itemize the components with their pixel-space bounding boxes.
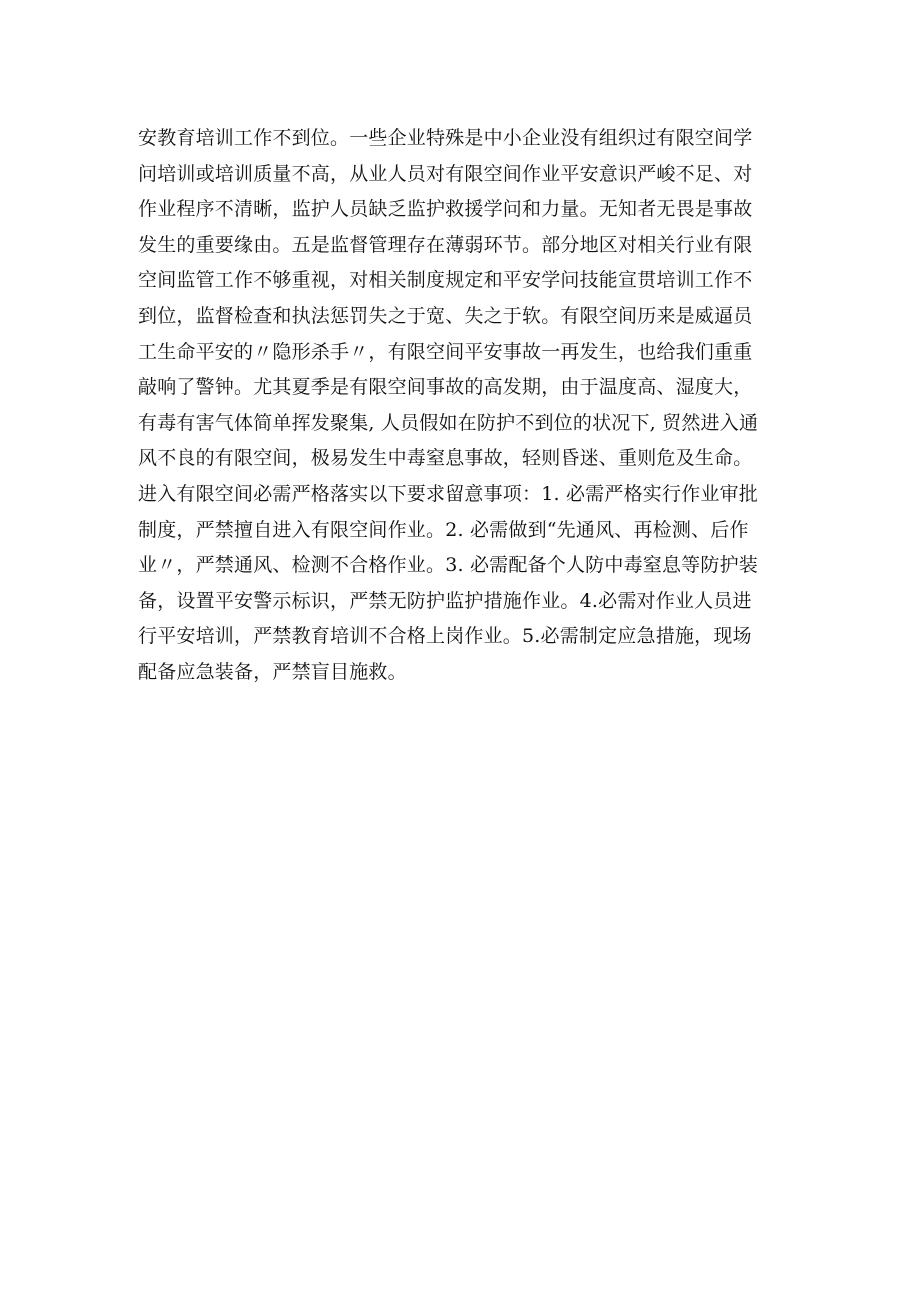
text-line: 发生的重要缘由。五是监督管理存在薄弱环节。部分地区对相关行业有限 [138,233,753,256]
text-line: 配备应急装备，严禁盲目施救。 [138,660,407,683]
text-line: 制度，严禁擅自进入有限空间作业。2. 必需做到“先通风、再检测、后作 [138,518,749,541]
body-text [138,121,798,691]
text-line: 工生命平安的〃隐形杀手〃，有限空间平安事故一再发生，也给我们重重 [138,340,753,363]
text-line: 到位，监督检查和执法惩罚失之于宽、失之于软。有限空间历来是威逼员 [138,304,753,327]
text-line: 问培训或培训质量不高，从业人员对有限空间作业平安意识严峻不足、对 [138,162,753,185]
text-line: 安教育培训工作不到位。一些企业特殊是中小企业没有组织过有限空间学 [138,127,753,149]
text-line: 空间监管工作不够重视，对相关制度规定和平安学问技能宣贯培训工作不 [138,269,753,292]
text-line: 作业程序不清晰，监护人员缺乏监护救援学问和力量。无知者无畏是事故 [138,198,753,221]
text-line: 敲响了警钟。尤其夏季是有限空间事故的高发期，由于温度高、湿度大， [138,376,753,399]
text-line: 备，设置平安警示标识，严禁无防护监护措施作业。4.必需对作业人员进 [138,589,752,612]
text-line: 业〃，严禁通风、检测不合格作业。3. 必需配备个人防中毒窒息等防护装 [138,554,758,577]
text-line: 行平安培训，严禁教育培训不合格上岗作业。5.必需制定应急措施，现场 [138,625,752,648]
text-line: 有毒有害气体简单挥发聚集, 人员假如在防护不到位的状况下, 贸然进入通 [138,411,759,434]
text-line: 风不良的有限空间，极易发生中毒窒息事故，轻则昏迷、重则危及生命。 [138,447,753,470]
text-line: 进入有限空间必需严格落实以下要求留意事项：1. 必需严格实行作业审批 [138,482,758,505]
